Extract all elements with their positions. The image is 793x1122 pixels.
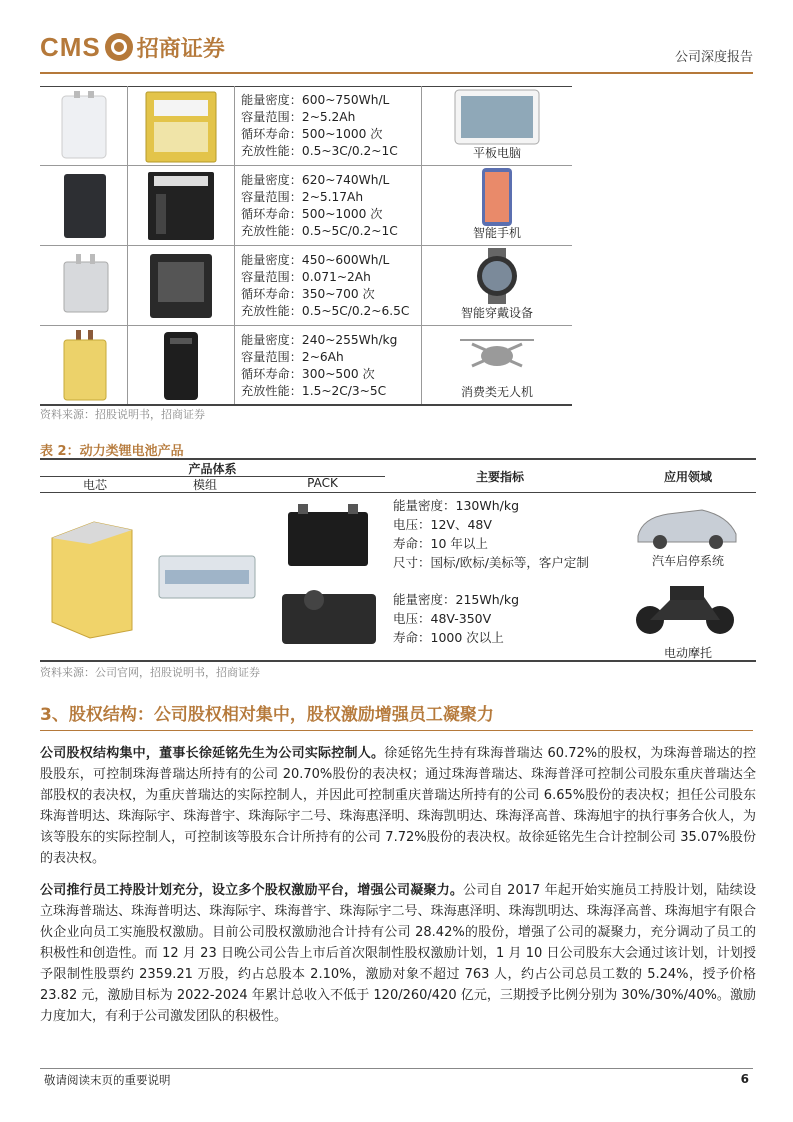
application-label: 消费类无人机 bbox=[460, 385, 533, 399]
logo-latin: CMS bbox=[40, 31, 101, 62]
battery-cell-image bbox=[40, 326, 128, 406]
power-cell-image bbox=[44, 520, 136, 640]
spec-list bbox=[241, 252, 409, 320]
spec-charge-rate: 充放性能：0.5~3C/0.2~1C bbox=[241, 144, 398, 158]
pack-car-battery-image bbox=[278, 500, 378, 570]
battery-cell-image bbox=[40, 246, 128, 326]
motorcycle-image bbox=[630, 572, 740, 638]
spec-capacity: 容量范围：2~5.2Ah bbox=[241, 110, 356, 124]
table2-title: 表 2：动力类锂电池产品 bbox=[40, 444, 184, 459]
spec-energy-density: 能量密度：600~750Wh/L bbox=[241, 93, 390, 107]
spec-capacity: 容量范围：2~6Ah bbox=[241, 350, 344, 364]
section-divider bbox=[40, 730, 753, 731]
spec-charge-rate: 充放性能：0.5~5C/0.2~6.5C bbox=[241, 304, 410, 318]
battery-module-image bbox=[128, 86, 235, 166]
battery-module-image bbox=[128, 246, 235, 326]
spec-energy-density: 能量密度：215Wh/kg bbox=[393, 592, 520, 607]
spec-energy-density: 能量密度：240~255Wh/kg bbox=[241, 333, 398, 347]
spec-list bbox=[241, 332, 397, 400]
spec-cycle-life: 循环寿命：300~500 次 bbox=[241, 367, 375, 381]
logo-chinese: 招商证券 bbox=[136, 35, 225, 62]
paragraph-ownership bbox=[40, 743, 756, 869]
section-title: 3、股权结构：公司股权相对集中，股权激励增强员工凝聚力 bbox=[40, 705, 494, 725]
paragraph-lead: 公司股权结构集中，董事长徐延铭先生为公司实际控制人。 bbox=[40, 746, 385, 761]
spec-capacity: 容量范围：2~5.17Ah bbox=[241, 190, 364, 204]
paragraph-lead: 公司推行员工持股计划充分，设立多个股权激励平台，增强公司凝聚力。 bbox=[40, 883, 464, 898]
application-label: 电动摩托 bbox=[663, 646, 712, 660]
application-header: 应用领域 bbox=[663, 470, 712, 484]
footer-divider bbox=[40, 1068, 753, 1069]
paragraph-body: 徐延铭先生持有珠海普瑞达 60.72%的股权，为珠海普瑞达的控股股东，可控制珠海普瑞达所持有的公司 20.70%股份的表决权；通过珠海普瑞达、珠海普泽可控制公司股东重庆普瑞达全部股权的表决权，为重庆普瑞达的实际控制人，并因此可控制重庆普瑞达所持有的公司 6.65%股份的表决权；担任公司股东珠海普明达、珠海际宇、珠海普宇、珠海际宇二号、珠海惠泽明、珠海凯明达、珠海泽高普、珠海旭宇的执行事务合伙人，为该等股东的实际控制人，可控制该等股东合计所持有的公司 7.72%股份的表决权。故徐延铭先生合计控制公司 35.07%股份的表决权。 bbox=[40, 746, 756, 866]
header-bottom-rule bbox=[40, 492, 756, 493]
spec-capacity: 容量范围：0.071~2Ah bbox=[241, 270, 371, 284]
application-label: 智能手机 bbox=[472, 226, 521, 240]
footer-note: 敬请阅读末页的重要说明 bbox=[44, 1073, 171, 1087]
page-number: 6 bbox=[740, 1072, 749, 1086]
spec-charge-rate: 充放性能：1.5~2C/3~5C bbox=[241, 384, 387, 398]
header-pack: PACK bbox=[307, 476, 338, 490]
paragraph-body: 公司自 2017 年起开始实施员工持股计划，陆续设立珠海普瑞达、珠海普明达、珠海际宇、珠海普宇、珠海际宇二号、珠海惠泽明、珠海凯明达、珠海泽高普、珠海旭宇有限合伙企业向员工实施股权激励。目前公司股权激励池合计持有公司 28.42%的股份，增强了公司的凝聚力，充分调动了员工的积极性和创造性。而 12 月 23 日晚公司公告上市后首次限制性股权激励计划，1 月 10 日公司股东大会通过该计划，计划授予限制性股票约 2359.21 万股，约占总股本 2.10%，激励对象不超过 763 人，约占公司总员工数的 5.24%，授予价格 23.82 元，激励目标为 2022-2024 年累计总收入不低于 120/260/420 亿元，三期授予比例分别为 30%/30%/40%。激励力度加大，有利于公司激发团队的积极性。 bbox=[40, 883, 756, 1024]
header-divider bbox=[40, 72, 753, 74]
table-row bbox=[40, 246, 572, 326]
pack-motorcycle-battery-image bbox=[274, 580, 384, 650]
header-cell: 电芯 bbox=[82, 478, 107, 492]
table-row bbox=[40, 86, 572, 166]
battery-cell-image bbox=[40, 166, 128, 246]
spec-lifetime: 寿命：1000 次以上 bbox=[393, 630, 504, 645]
spec-energy-density: 能量密度：620~740Wh/L bbox=[241, 173, 390, 187]
spec-energy-density: 能量密度：130Wh/kg bbox=[393, 498, 520, 513]
table1-source: 资料来源：招股说明书，招商证券 bbox=[40, 408, 205, 421]
table-row bbox=[40, 166, 572, 246]
application-label: 平板电脑 bbox=[472, 146, 521, 160]
logo-seal-icon bbox=[105, 33, 133, 61]
report-type: 公司深度报告 bbox=[674, 50, 753, 65]
spec-energy-density: 能量密度：450~600Wh/L bbox=[241, 253, 390, 267]
product-system-header: 产品体系 bbox=[188, 462, 237, 476]
spec-voltage: 电压：12V、48V bbox=[393, 517, 492, 532]
spec-size: 尺寸：国标/欧标/美标等，客户定制 bbox=[393, 555, 589, 570]
battery-module-image bbox=[128, 326, 235, 406]
battery-cell-image bbox=[40, 86, 128, 166]
spec-list bbox=[393, 590, 519, 647]
table2-bottom-rule bbox=[40, 660, 756, 662]
spec-lifetime: 寿命：10 年以上 bbox=[393, 536, 488, 551]
header-module: 模组 bbox=[192, 478, 217, 492]
spec-list bbox=[241, 172, 398, 240]
application-label: 智能穿戴设备 bbox=[460, 306, 533, 320]
paragraph-incentive bbox=[40, 880, 756, 1027]
spec-charge-rate: 充放性能：0.5~5C/0.2~1C bbox=[241, 224, 398, 238]
table-row bbox=[40, 326, 572, 406]
indicators-header: 主要指标 bbox=[475, 470, 524, 484]
table2-source: 资料来源：公司官网，招股说明书，招商证券 bbox=[40, 666, 260, 679]
spec-list bbox=[241, 92, 398, 160]
spec-voltage: 电压：48V-350V bbox=[393, 611, 492, 626]
battery-module-image bbox=[128, 166, 235, 246]
power-module-image bbox=[155, 548, 260, 610]
spec-cycle-life: 循环寿命：500~1000 次 bbox=[241, 127, 383, 141]
car-image bbox=[632, 500, 742, 550]
brand-logo bbox=[40, 30, 225, 64]
application-label: 汽车启停系统 bbox=[651, 554, 724, 568]
spec-list bbox=[393, 496, 589, 572]
consumer-battery-table bbox=[40, 86, 572, 406]
spec-cycle-life: 循环寿命：500~1000 次 bbox=[241, 207, 383, 221]
spec-cycle-life: 循环寿命：350~700 次 bbox=[241, 287, 375, 301]
